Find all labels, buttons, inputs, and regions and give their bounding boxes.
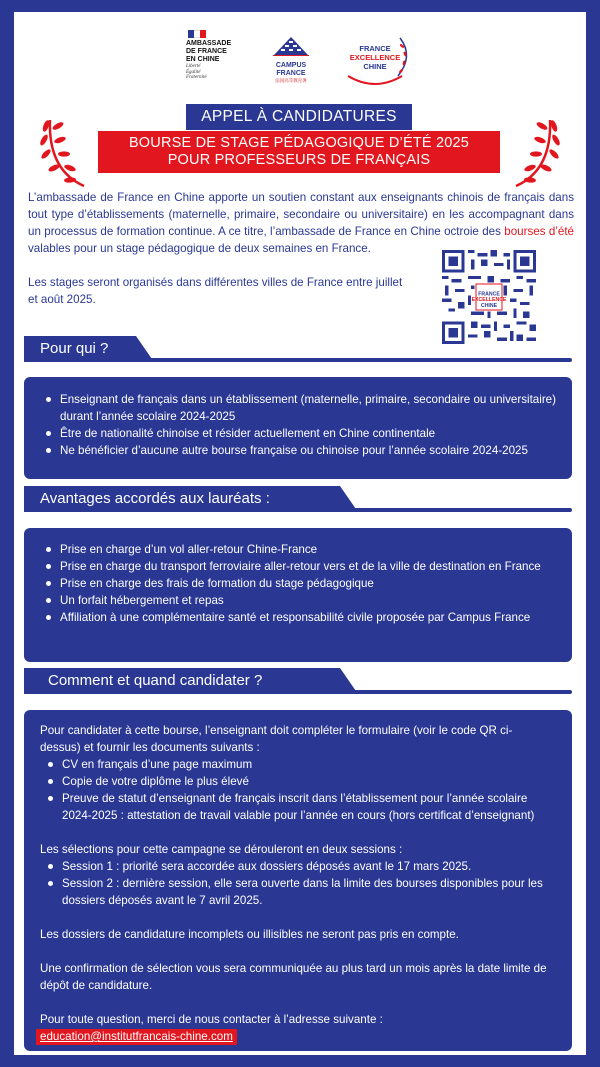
fe-line-2: EXCELLENCE bbox=[349, 53, 401, 62]
contact-email-link[interactable]: education@institutfrancais-chine.com bbox=[36, 1029, 237, 1045]
embassy-logo bbox=[186, 30, 246, 81]
scholarship-title-line-1: BOURSE DE STAGE PÉDAGOGIQUE D’ÉTÉ 2025 bbox=[128, 135, 470, 151]
motto-egalite: Égalité bbox=[186, 69, 201, 75]
sessions-intro: Les sélections pour cette campagne se dérouleront en deux sessions : bbox=[40, 843, 403, 856]
section-header-benefits: Avantages accordés aux lauréats : bbox=[24, 486, 340, 512]
svg-text:CHINE: CHINE bbox=[480, 303, 498, 310]
intro-paragraph-1: L’ambassade de France en Chine apporte un soutien constant aux enseignants chinois de français dans tout type d’établissements (maternelle, primaire, secondaire ou universitaire) en les accompagnant dans un processus de formation continue. A ce titre, l’ambassade de France en Chine octroie des bourses d’été valables pour un stage pédagogique de deux semaines en France. bbox=[28, 191, 575, 255]
list-item: Copie de votre diplôme le plus élevé bbox=[40, 773, 552, 790]
section-divider bbox=[24, 690, 572, 694]
section-box-apply bbox=[24, 710, 572, 1051]
motto-fraternite: Fraternité bbox=[186, 75, 207, 80]
scholarship-title bbox=[98, 131, 500, 173]
list-item: Preuve de statut d’enseignant de français inscrit dans l’établissement pour l’année scolaire 2024-2025 : attestation de travail valable pour l’année en cours (hors certificat d’enseignant) bbox=[40, 790, 552, 824]
campus-line-2: FRANCE bbox=[276, 70, 306, 77]
embassy-name-2: DE FRANCE bbox=[186, 48, 227, 55]
intro-paragraph-2: Les stages seront organisés dans différentes villes de France entre juillet et août 2025. bbox=[28, 276, 403, 306]
french-flag-icon bbox=[188, 30, 206, 38]
motto-liberte: Liberté bbox=[186, 64, 201, 69]
list-item: Prise en charge des frais de formation du stage pédagogique bbox=[38, 575, 556, 592]
list-item: Prise en charge d’un vol aller-retour Chine-France bbox=[38, 541, 556, 558]
svg-text:FRANCE: FRANCE bbox=[478, 291, 500, 298]
section-header-apply: Comment et quand candidater ? bbox=[24, 668, 340, 694]
benefits-list bbox=[38, 541, 556, 626]
list-item: Session 1 : priorité sera accordée aux dossiers déposés avant le 17 mars 2025. bbox=[40, 858, 552, 875]
campus-france-logo bbox=[260, 36, 322, 84]
campus-france-pyramid-icon bbox=[273, 36, 309, 56]
fe-line-3: CHINE bbox=[363, 62, 387, 71]
campus-line-1: CAMPUS bbox=[275, 62, 307, 69]
left-laurel-icon bbox=[36, 114, 92, 188]
embassy-name-3: EN CHINE bbox=[186, 56, 220, 63]
list-item: Ne bénéficier d’aucune autre bourse française ou chinoise pour l’année scolaire 2024-2025 bbox=[38, 442, 556, 459]
right-laurel-icon bbox=[508, 114, 564, 188]
list-item: Être de nationalité chinoise et résider actuellement en Chine continentale bbox=[38, 425, 556, 442]
section-divider bbox=[24, 358, 572, 362]
logo-bar bbox=[14, 26, 586, 96]
svg-text:EXCELLENCE: EXCELLENCE bbox=[471, 297, 507, 304]
scholarship-title-line-2: POUR PROFESSEURS DE FRANÇAIS bbox=[167, 152, 431, 168]
list-item: Un forfait hébergement et repas bbox=[38, 592, 556, 609]
summer-scholarship-highlight: bourses d’été bbox=[504, 225, 575, 238]
section-box-benefits bbox=[24, 528, 572, 662]
section-header-who: Pour qui ? bbox=[24, 336, 136, 362]
section-box-who bbox=[24, 377, 572, 479]
list-item: Prise en charge du transport ferroviaire aller-retour vers et de la ville de destination en France bbox=[38, 558, 556, 575]
incomplete-notice: Les dossiers de candidature incomplets ou illisibles ne seront pas pris en compte. bbox=[40, 928, 459, 941]
documents-list bbox=[40, 756, 552, 824]
apply-intro: Pour candidater à cette bourse, l’enseignant doit compléter le formulaire (voir le code QR ci-dessus) et fournir les documents suivants : bbox=[40, 724, 513, 754]
list-item: Session 2 : dernière session, elle sera ouverte dans la limite des bourses disponibles pour les dossiers déposés avant le 7 avril 2025. bbox=[40, 875, 552, 909]
campus-subtitle: 法国高等教育署 bbox=[275, 78, 307, 83]
qr-code-icon[interactable] bbox=[442, 250, 536, 344]
section-divider bbox=[24, 508, 572, 512]
contact-intro: Pour toute question, merci de nous contacter à l’adresse suivante : bbox=[40, 1013, 383, 1026]
confirmation-notice: Une confirmation de sélection vous sera communiquée au plus tard un mois après la date limite de dépôt de candidature. bbox=[40, 962, 547, 992]
sessions-list bbox=[40, 858, 552, 909]
fe-line-1: FRANCE bbox=[359, 44, 391, 53]
france-excellence-logo bbox=[334, 30, 416, 88]
list-item: Enseignant de français dans un établissement (maternelle, primaire, secondaire ou universitaire) durant l’année scolaire 2024-2025 bbox=[38, 391, 556, 425]
list-item: Affiliation à une complémentaire santé et responsabilité civile proposée par Campus France bbox=[38, 609, 556, 626]
call-for-applications-title: APPEL À CANDIDATURES bbox=[186, 104, 412, 130]
embassy-name-1: AMBASSADE bbox=[186, 40, 232, 47]
poster bbox=[14, 12, 586, 1055]
list-item: CV en français d’une page maximum bbox=[40, 756, 552, 773]
who-list bbox=[38, 391, 556, 459]
